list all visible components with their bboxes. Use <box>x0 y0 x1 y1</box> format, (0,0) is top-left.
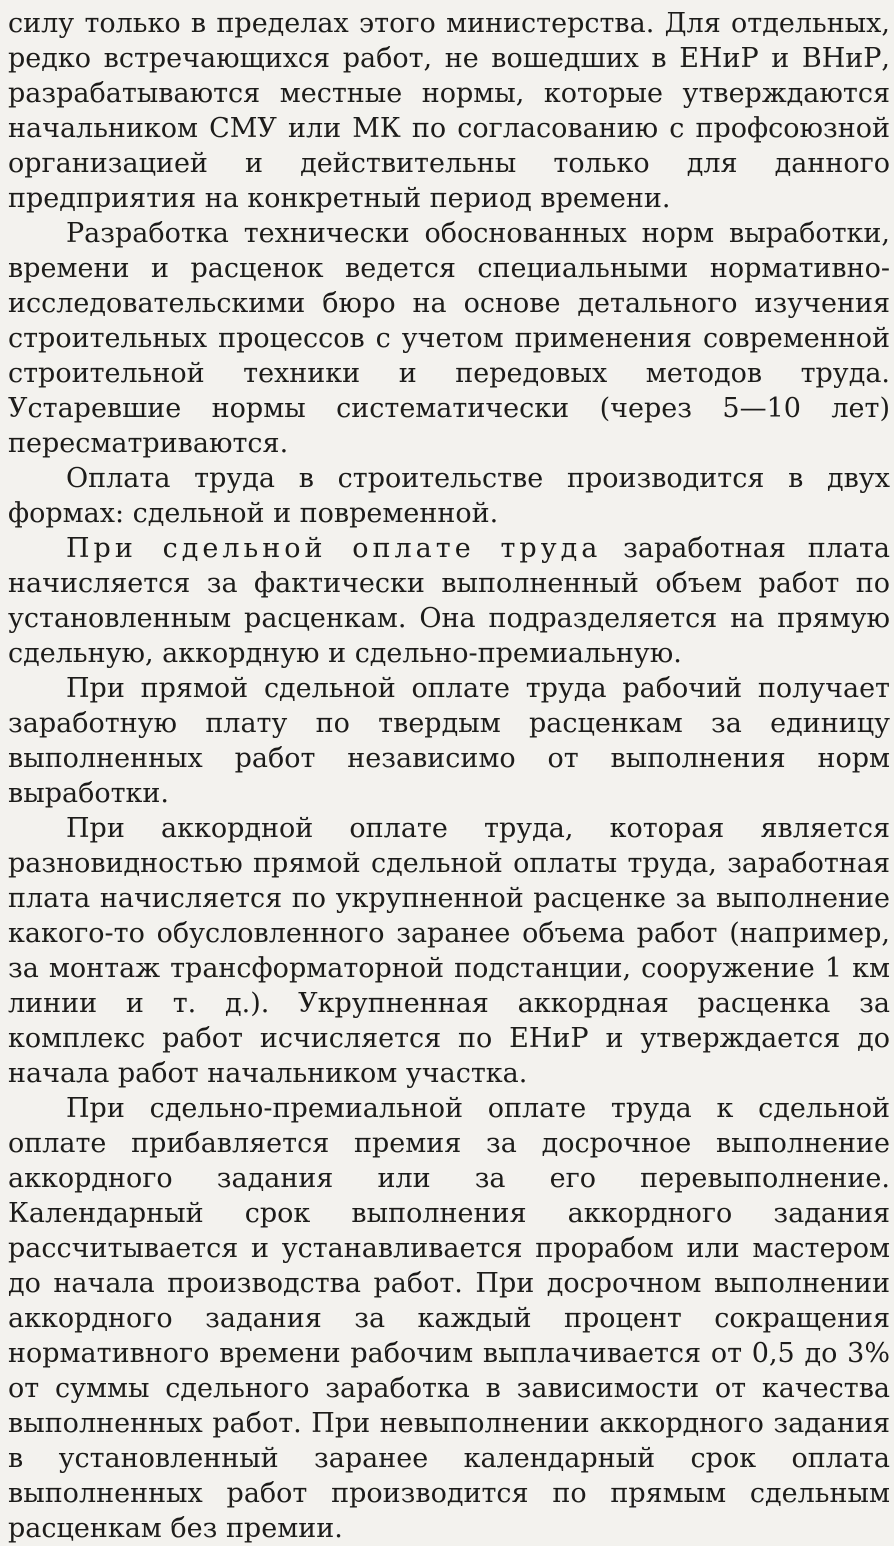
body-text <box>8 6 890 1546</box>
emphasis-piecework: При сдельной оплате труда <box>66 533 602 564</box>
paragraph-piecework-text: заработная плата начисляется за фактически выполненный объем работ по установленным расценкам. Она подразделяется на прямую сдельную, аккордную и сдельно-премиальную. <box>8 533 890 669</box>
paragraph-lump-sum: При аккордной оплате труда, которая является разновидностью прямой сдельной оплаты труда, заработная плата начисляется по укрупненной расценке за выполнение какого-то обусловленного заранее объема работ (например, за монтаж трансформаторной подстанции, сооружение 1 км линии и т. д.). Укрупненная аккордная расценка за комплекс работ исчисляется по ЕНиР и утверждается до начала работ начальником участка. <box>8 813 890 1089</box>
paragraph-continued: силу только в пределах этого министерства. Для отдельных, редко встречающихся работ, не вошедших в ЕНиР и ВНиР, разрабатываются местные нормы, которые утверждаются начальником СМУ или МК по согласованию с профсоюзной организацией и действительны только для данного предприятия на конкретный период времени. <box>8 8 890 214</box>
paragraph-payment-forms: Оплата труда в строительстве производится в двух формах: сдельной и повременной. <box>8 463 890 529</box>
paragraph-piece-bonus: При сдельно-премиальной оплате труда к сдельной оплате прибавляется премия за досрочное выполнение аккордного задания или за его перевыполнение. Календарный срок выполнения аккордного задания рассчитывается и устанавливается прорабом или мастером до начала производства работ. При досрочном выполнении аккордного задания за каждый процент сокращения нормативного времени рабочим выплачивается от 0,5 до 3% от суммы сдельного заработка в зависимости от качества выполненных работ. При невыполнении аккордного задания в установленный заранее календарный срок оплата выполненных работ производится по прямым сдельным расценкам без премии. <box>8 1093 890 1544</box>
paragraph-piecework <box>8 531 890 671</box>
paragraph-norm-development: Разработка технически обоснованных норм выработки, времени и расценок ведется специальными нормативно-исследовательскими бюро на основе детального изучения строительных процессов с учетом применения современной строительной техники и передовых методов труда. Устаревшие нормы систематически (через 5—10 лет) пересматриваются. <box>8 218 890 459</box>
paragraph-direct-piecework: При прямой сдельной оплате труда рабочий получает заработную плату по твердым расценкам за единицу выполненных работ независимо от выполнения норм выработки. <box>8 673 890 809</box>
